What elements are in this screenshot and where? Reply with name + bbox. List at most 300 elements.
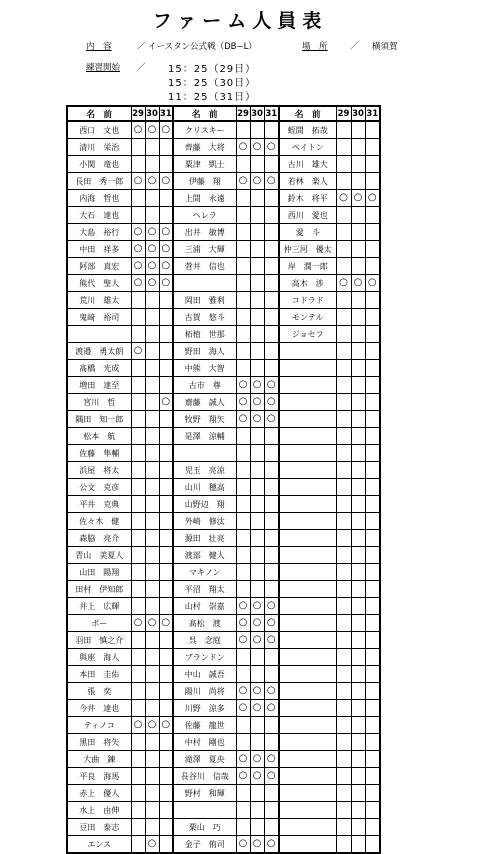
attendance-cell	[336, 462, 351, 479]
attendance-cell	[145, 700, 159, 717]
attendance-cell	[336, 121, 351, 139]
attendance-cell	[250, 479, 264, 496]
attendance-cell	[250, 326, 264, 343]
attendance-cell	[159, 258, 173, 275]
attendance-cell	[236, 513, 250, 530]
attendance-cell	[336, 581, 351, 598]
table-row	[67, 547, 380, 564]
attendance-cell	[365, 717, 380, 734]
attendance-cell	[365, 513, 380, 530]
attendance-cell	[159, 734, 173, 751]
attendance-cell	[131, 360, 145, 377]
attendance-cell	[131, 802, 145, 819]
attendance-cell	[131, 717, 145, 734]
attendance-circle-mark: ○	[161, 260, 171, 271]
attendance-cell	[336, 666, 351, 683]
attendance-cell	[250, 139, 264, 156]
attendance-circle-mark: ○	[238, 702, 248, 713]
attendance-cell	[131, 615, 145, 632]
attendance-circle-mark: ○	[147, 277, 157, 288]
attendance-circle-mark: ○	[353, 192, 363, 203]
attendance-cell	[264, 156, 279, 173]
attendance-cell	[159, 615, 173, 632]
player-name-cell: 山田 陽翔	[67, 564, 131, 581]
attendance-cell	[365, 751, 380, 768]
attendance-cell	[365, 190, 380, 207]
attendance-cell	[264, 513, 279, 530]
attendance-cell	[365, 530, 380, 547]
attendance-cell	[145, 666, 159, 683]
player-name-cell	[279, 700, 336, 717]
attendance-cell	[145, 207, 159, 224]
attendance-cell	[145, 190, 159, 207]
attendance-cell	[264, 428, 279, 445]
table-row	[67, 717, 380, 734]
attendance-circle-mark: ○	[252, 753, 262, 764]
attendance-cell	[131, 547, 145, 564]
attendance-cell	[145, 275, 159, 292]
player-name-cell: ティノコ	[67, 717, 131, 734]
attendance-cell	[145, 224, 159, 241]
attendance-cell	[336, 173, 351, 190]
attendance-cell	[351, 734, 365, 751]
attendance-cell	[336, 445, 351, 462]
player-name-cell: 黒田 将矢	[67, 734, 131, 751]
attendance-cell	[250, 292, 264, 309]
player-name-cell: 鬼﨑 裕司	[67, 309, 131, 326]
attendance-cell	[365, 564, 380, 581]
player-name-cell: 陽川 尚将	[173, 683, 236, 700]
table-row	[67, 139, 380, 156]
attendance-cell	[365, 462, 380, 479]
attendance-circle-mark: ○	[252, 770, 262, 781]
attendance-cell	[264, 564, 279, 581]
attendance-cell	[159, 190, 173, 207]
attendance-circle-mark: ○	[266, 413, 276, 424]
attendance-cell	[236, 598, 250, 615]
attendance-cell	[159, 377, 173, 394]
attendance-cell	[365, 734, 380, 751]
player-name-cell: 髙橋 光成	[67, 360, 131, 377]
player-name-cell: 赤上 優人	[67, 785, 131, 802]
attendance-cell	[250, 836, 264, 854]
attendance-cell	[351, 326, 365, 343]
attendance-cell	[351, 241, 365, 258]
attendance-cell	[351, 394, 365, 411]
table-row	[67, 530, 380, 547]
player-name-cell	[173, 445, 236, 462]
attendance-cell	[159, 292, 173, 309]
attendance-cell	[236, 649, 250, 666]
attendance-cell	[365, 411, 380, 428]
player-name-cell: 増田 達至	[67, 377, 131, 394]
attendance-cell	[145, 411, 159, 428]
attendance-cell	[131, 819, 145, 836]
attendance-cell	[365, 615, 380, 632]
attendance-cell	[351, 207, 365, 224]
attendance-cell	[336, 768, 351, 785]
day-header: 29	[336, 106, 351, 121]
player-name-cell: 大石 達也	[67, 207, 131, 224]
player-name-cell: 齋藤 誠人	[173, 394, 236, 411]
attendance-cell	[131, 700, 145, 717]
attendance-cell	[336, 802, 351, 819]
player-name-cell: 中熊 大智	[173, 360, 236, 377]
roster-table	[66, 105, 381, 854]
attendance-cell	[236, 139, 250, 156]
player-name-cell: ペイトン	[279, 139, 336, 156]
attendance-cell	[336, 615, 351, 632]
attendance-cell	[145, 581, 159, 598]
attendance-cell	[351, 632, 365, 649]
attendance-cell	[336, 632, 351, 649]
attendance-cell	[159, 700, 173, 717]
attendance-cell	[131, 377, 145, 394]
attendance-cell	[145, 258, 159, 275]
attendance-circle-mark: ○	[238, 634, 248, 645]
separator-slash: ／	[350, 42, 359, 52]
player-name-cell: 小関 竜也	[67, 156, 131, 173]
attendance-circle-mark: ○	[133, 260, 143, 271]
table-row	[67, 734, 380, 751]
attendance-cell	[336, 428, 351, 445]
attendance-cell	[159, 632, 173, 649]
player-name-cell: 内海 哲也	[67, 190, 131, 207]
player-name-cell	[279, 632, 336, 649]
attendance-cell	[145, 121, 159, 139]
player-name-cell: 隅田 知一郎	[67, 411, 131, 428]
attendance-cell	[336, 530, 351, 547]
attendance-cell	[236, 445, 250, 462]
attendance-cell	[131, 411, 145, 428]
attendance-cell	[236, 224, 250, 241]
player-name-cell	[279, 394, 336, 411]
player-name-cell: 張 奕	[67, 683, 131, 700]
attendance-circle-mark: ○	[161, 226, 171, 237]
attendance-cell	[131, 496, 145, 513]
player-name-cell: 平沼 翔太	[173, 581, 236, 598]
attendance-cell	[159, 530, 173, 547]
attendance-cell	[351, 173, 365, 190]
attendance-circle-mark: ○	[252, 396, 262, 407]
attendance-cell	[131, 156, 145, 173]
attendance-circle-mark: ○	[339, 192, 348, 203]
player-name-cell: モンテル	[279, 309, 336, 326]
attendance-circle-mark: ○	[266, 379, 276, 390]
attendance-cell	[264, 275, 279, 292]
attendance-cell	[236, 836, 250, 854]
table-row	[67, 768, 380, 785]
attendance-circle-mark: ○	[252, 838, 262, 849]
table-row	[67, 428, 380, 445]
attendance-cell	[250, 700, 264, 717]
player-name-cell: 出井 敏博	[173, 224, 236, 241]
attendance-cell	[336, 241, 351, 258]
attendance-cell	[264, 768, 279, 785]
attendance-cell	[236, 173, 250, 190]
page-title: ファーム人員表	[152, 10, 328, 32]
table-row	[67, 309, 380, 326]
attendance-circle-mark: ○	[147, 838, 157, 849]
attendance-cell	[236, 326, 250, 343]
name-header: 名 前	[173, 106, 236, 121]
attendance-cell	[365, 292, 380, 309]
attendance-cell	[336, 649, 351, 666]
attendance-cell	[250, 530, 264, 547]
attendance-cell	[351, 445, 365, 462]
player-name-cell: 平良 海馬	[67, 768, 131, 785]
table-row	[67, 836, 380, 854]
attendance-cell	[236, 121, 250, 139]
attendance-circle-mark: ○	[266, 634, 276, 645]
player-name-cell: 松本 航	[67, 428, 131, 445]
attendance-cell	[236, 428, 250, 445]
attendance-cell	[236, 819, 250, 836]
attendance-cell	[264, 343, 279, 360]
player-name-cell: 佐々木 健	[67, 513, 131, 530]
day-header: 30	[351, 106, 365, 121]
attendance-cell	[351, 428, 365, 445]
attendance-cell	[145, 751, 159, 768]
attendance-cell	[336, 292, 351, 309]
attendance-cell	[145, 445, 159, 462]
attendance-cell	[159, 411, 173, 428]
player-name-cell	[279, 734, 336, 751]
attendance-cell	[351, 564, 365, 581]
attendance-cell	[336, 326, 351, 343]
content-value: イースタン公式戦（DB−L）	[148, 42, 257, 52]
attendance-cell	[336, 717, 351, 734]
player-name-cell: 牧野 翔矢	[173, 411, 236, 428]
attendance-cell	[264, 139, 279, 156]
attendance-cell	[159, 683, 173, 700]
attendance-cell	[365, 343, 380, 360]
attendance-cell	[336, 411, 351, 428]
attendance-cell	[365, 479, 380, 496]
attendance-cell	[145, 496, 159, 513]
attendance-cell	[159, 802, 173, 819]
attendance-circle-mark: ○	[266, 838, 276, 849]
attendance-cell	[159, 428, 173, 445]
attendance-cell	[365, 649, 380, 666]
attendance-cell	[365, 802, 380, 819]
attendance-cell	[264, 190, 279, 207]
attendance-cell	[131, 292, 145, 309]
attendance-circle-mark: ○	[161, 617, 171, 628]
attendance-cell	[159, 547, 173, 564]
practice-time: 11：25（31日）	[168, 92, 257, 103]
attendance-cell	[336, 496, 351, 513]
attendance-cell	[250, 547, 264, 564]
table-row	[67, 326, 380, 343]
attendance-cell	[264, 632, 279, 649]
attendance-cell	[351, 377, 365, 394]
attendance-cell	[351, 802, 365, 819]
player-name-cell: 鈴木 将平	[279, 190, 336, 207]
table-row	[67, 207, 380, 224]
attendance-cell	[145, 547, 159, 564]
attendance-cell	[159, 445, 173, 462]
attendance-circle-mark: ○	[133, 226, 143, 237]
attendance-cell	[336, 819, 351, 836]
attendance-cell	[145, 292, 159, 309]
attendance-circle-mark: ○	[147, 226, 157, 237]
attendance-cell	[264, 598, 279, 615]
attendance-cell	[145, 428, 159, 445]
attendance-cell	[131, 309, 145, 326]
attendance-cell	[250, 394, 264, 411]
attendance-circle-mark: ○	[238, 770, 248, 781]
attendance-cell	[236, 479, 250, 496]
day-header: 31	[264, 106, 279, 121]
day-header: 31	[365, 106, 380, 121]
attendance-circle-mark: ○	[266, 141, 276, 152]
attendance-cell	[250, 513, 264, 530]
attendance-cell	[131, 785, 145, 802]
attendance-cell	[351, 683, 365, 700]
day-header: 31	[159, 106, 173, 121]
attendance-cell	[336, 207, 351, 224]
attendance-cell	[351, 768, 365, 785]
attendance-cell	[336, 513, 351, 530]
table-row	[67, 513, 380, 530]
attendance-cell	[250, 802, 264, 819]
attendance-cell	[351, 513, 365, 530]
attendance-circle-mark: ○	[238, 685, 248, 696]
attendance-cell	[365, 394, 380, 411]
attendance-cell	[236, 377, 250, 394]
attendance-cell	[236, 666, 250, 683]
attendance-cell	[351, 343, 365, 360]
attendance-cell	[131, 836, 145, 854]
attendance-cell	[365, 156, 380, 173]
attendance-cell	[131, 683, 145, 700]
attendance-cell	[250, 207, 264, 224]
attendance-cell	[365, 496, 380, 513]
attendance-cell	[336, 564, 351, 581]
attendance-cell	[159, 207, 173, 224]
player-name-cell: 水上 由伸	[67, 802, 131, 819]
table-row	[67, 598, 380, 615]
player-name-cell	[279, 445, 336, 462]
attendance-circle-mark: ○	[339, 277, 348, 288]
attendance-cell	[250, 173, 264, 190]
attendance-cell	[336, 309, 351, 326]
attendance-circle-mark: ○	[252, 175, 262, 186]
attendance-cell	[264, 309, 279, 326]
attendance-circle-mark: ○	[133, 277, 143, 288]
table-row	[67, 496, 380, 513]
player-name-cell: 愛 斗	[279, 224, 336, 241]
attendance-cell	[236, 768, 250, 785]
attendance-cell	[264, 173, 279, 190]
day-header: 30	[145, 106, 159, 121]
attendance-cell	[351, 598, 365, 615]
attendance-circle-mark: ○	[147, 719, 157, 730]
player-name-cell: 栗山 巧	[173, 819, 236, 836]
attendance-cell	[264, 496, 279, 513]
attendance-circle-mark: ○	[266, 753, 276, 764]
attendance-cell	[159, 785, 173, 802]
table-row	[67, 394, 380, 411]
table-row	[67, 683, 380, 700]
attendance-cell	[365, 819, 380, 836]
attendance-cell	[336, 360, 351, 377]
attendance-cell	[336, 751, 351, 768]
player-name-cell: 大曲 錬	[67, 751, 131, 768]
attendance-circle-mark: ○	[238, 753, 248, 764]
attendance-cell	[145, 173, 159, 190]
attendance-cell	[351, 751, 365, 768]
attendance-cell	[336, 785, 351, 802]
attendance-cell	[365, 768, 380, 785]
attendance-cell	[250, 598, 264, 615]
attendance-circle-mark: ○	[238, 413, 248, 424]
player-name-cell	[279, 496, 336, 513]
player-name-cell: 是澤 涼輔	[173, 428, 236, 445]
attendance-circle-mark: ○	[266, 702, 276, 713]
attendance-cell	[145, 836, 159, 854]
player-name-cell: 岸 潤一郎	[279, 258, 336, 275]
player-name-cell: 高木 渉	[279, 275, 336, 292]
attendance-cell	[131, 598, 145, 615]
attendance-cell	[264, 326, 279, 343]
player-name-cell: 髙松 渡	[173, 615, 236, 632]
attendance-cell	[264, 683, 279, 700]
attendance-cell	[351, 462, 365, 479]
player-name-cell: 山村 崇嘉	[173, 598, 236, 615]
attendance-cell	[250, 564, 264, 581]
attendance-cell	[336, 343, 351, 360]
attendance-cell	[236, 683, 250, 700]
attendance-cell	[336, 258, 351, 275]
attendance-cell	[236, 632, 250, 649]
attendance-cell	[264, 666, 279, 683]
player-name-cell: 中村 剛也	[173, 734, 236, 751]
attendance-cell	[145, 598, 159, 615]
table-row	[67, 173, 380, 190]
attendance-cell	[365, 121, 380, 139]
player-name-cell: 山野辺 翔	[173, 496, 236, 513]
attendance-cell	[336, 700, 351, 717]
table-row	[67, 411, 380, 428]
attendance-circle-mark: ○	[238, 175, 248, 186]
attendance-circle-mark: ○	[161, 396, 171, 407]
attendance-circle-mark: ○	[238, 141, 248, 152]
player-name-cell: 古市 尊	[173, 377, 236, 394]
table-row	[67, 462, 380, 479]
attendance-circle-mark: ○	[133, 345, 143, 356]
attendance-cell	[250, 496, 264, 513]
attendance-cell	[351, 581, 365, 598]
attendance-cell	[159, 649, 173, 666]
table-row	[67, 445, 380, 462]
attendance-cell	[131, 139, 145, 156]
place-value: 横須賀	[372, 42, 398, 52]
attendance-cell	[365, 139, 380, 156]
attendance-cell	[131, 241, 145, 258]
practice-start-label: 練習開始	[86, 63, 121, 73]
player-name-cell: 森脇 亮介	[67, 530, 131, 547]
attendance-cell	[264, 121, 279, 139]
attendance-circle-mark: ○	[252, 141, 262, 152]
attendance-circle-mark: ○	[266, 175, 276, 186]
attendance-circle-mark: ○	[252, 600, 262, 611]
attendance-cell	[365, 207, 380, 224]
player-name-cell: 古賀 悠斗	[173, 309, 236, 326]
player-name-cell	[279, 717, 336, 734]
player-name-cell	[279, 802, 336, 819]
